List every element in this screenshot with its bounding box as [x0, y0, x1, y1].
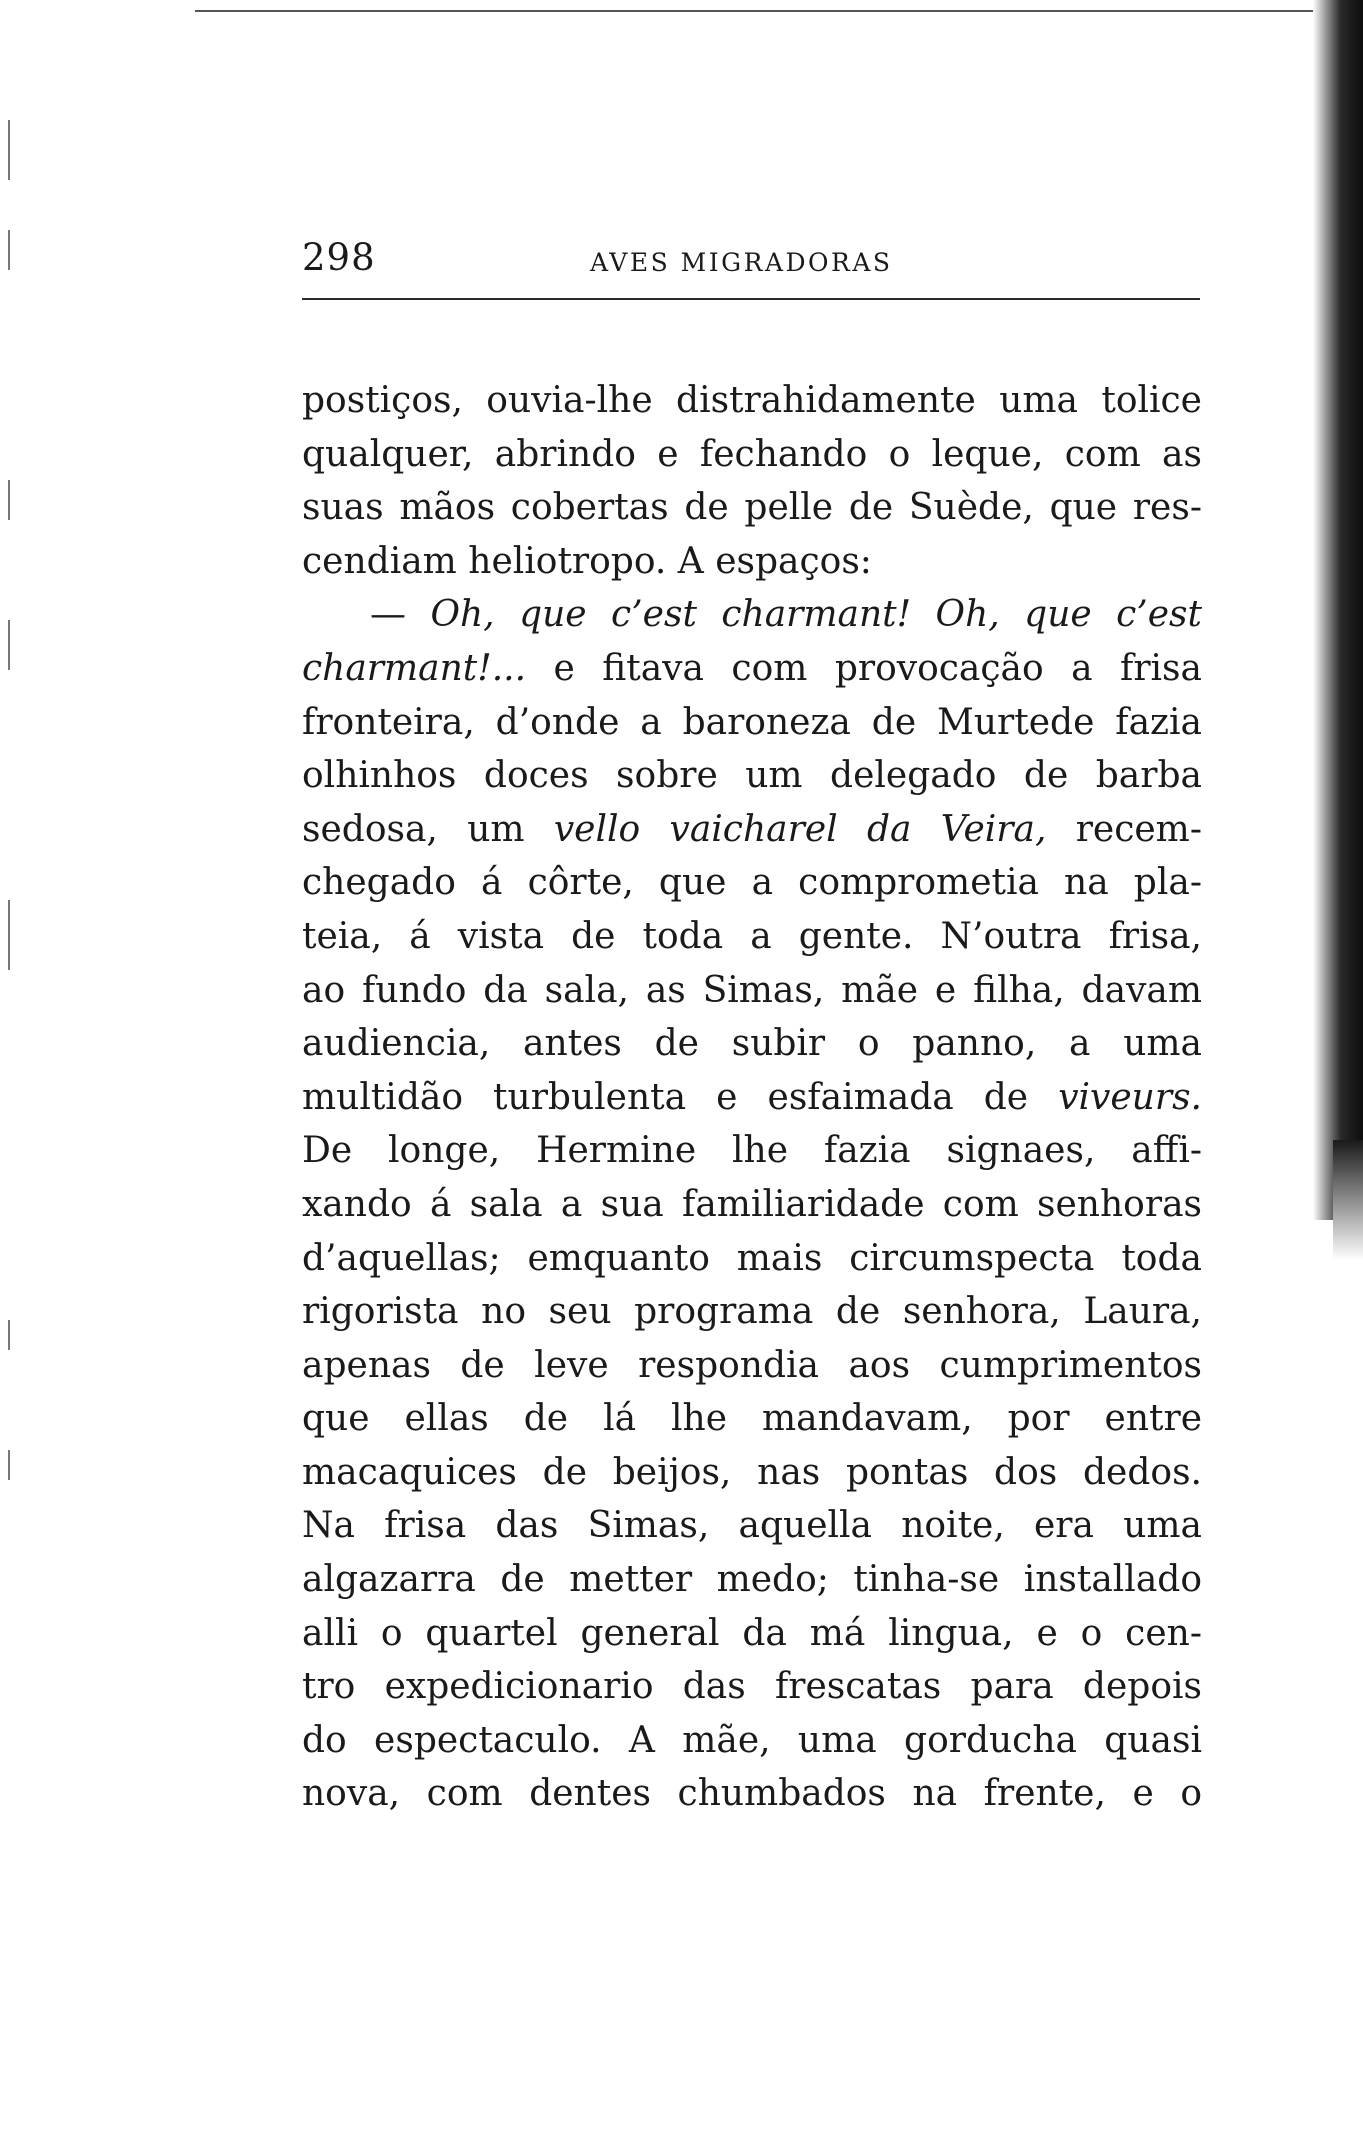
text-run: teia, á vista de toda a gente. N’outra frisa,	[302, 915, 1202, 957]
text-line	[302, 856, 1202, 910]
text-line	[302, 588, 1202, 642]
text-run: cendiam heliotropo. A espaços:	[302, 540, 872, 582]
text-run: xando á sala a sua familiaridade com senhoras	[302, 1183, 1202, 1225]
text-run: qualquer, abrindo e fechando o leque, com as	[302, 433, 1202, 475]
text-run: d’aquellas; emquanto mais circumspecta toda	[302, 1237, 1202, 1279]
text-run: audiencia, antes de subir o panno, a uma	[302, 1023, 1202, 1065]
text-line	[302, 1607, 1202, 1661]
text-line	[302, 642, 1202, 696]
text-run: tro expedicionario das frescatas para depois	[302, 1666, 1202, 1708]
text-line	[302, 749, 1202, 803]
book-gutter-edge	[1333, 1140, 1363, 1260]
text-line	[302, 803, 1202, 857]
text-line	[302, 374, 1202, 428]
running-head: AVES MIGRADORAS	[590, 248, 893, 277]
text-line	[302, 1339, 1202, 1393]
text-line	[302, 1017, 1202, 1071]
text-run: ao fundo da sala, as Simas, mãe e filha, davam	[302, 969, 1202, 1011]
italic-run: Oh, que c’est charmant! Oh, que c’est	[430, 594, 1202, 636]
text-run: fronteira, d’onde a baroneza de Murtede fazia	[302, 701, 1202, 743]
text-run: do espectaculo. A mãe, uma gorducha quasi	[302, 1719, 1202, 1761]
text-run: macaquices de beijos, nas pontas dos dedos.	[302, 1451, 1202, 1493]
text-line	[302, 964, 1202, 1018]
text-line	[302, 1446, 1202, 1500]
text-run: nova, com dentes chumbados na frente, e o	[302, 1773, 1202, 1815]
text-run: chegado á côrte, que a comprometia na pla-	[302, 862, 1202, 904]
text-line	[302, 1660, 1202, 1714]
body-text	[302, 374, 1202, 1821]
text-run: recem-	[1046, 808, 1202, 850]
text-run: e fitava com provocação a frisa	[526, 647, 1202, 689]
text-run: suas mãos cobertas de pelle de Suède, que res-	[302, 487, 1202, 529]
text-line	[302, 1232, 1202, 1286]
text-line	[302, 1071, 1202, 1125]
text-line	[302, 696, 1202, 750]
text-line	[302, 1285, 1202, 1339]
italic-run: vello vaicharel da Veira,	[553, 808, 1047, 850]
text-run: olhinhos doces sobre um delegado de barba	[302, 755, 1202, 797]
page-number: 298	[302, 236, 376, 279]
text-line	[302, 1767, 1202, 1821]
header-rule	[302, 298, 1200, 300]
text-line	[302, 1124, 1202, 1178]
italic-run: charmant!...	[302, 647, 527, 689]
book-gutter-shadow	[1313, 0, 1363, 1220]
text-line	[302, 428, 1202, 482]
text-run: apenas de leve respondia aos cumprimentos	[302, 1344, 1202, 1386]
page-header	[302, 236, 1200, 296]
text-line	[302, 1714, 1202, 1768]
text-line	[302, 535, 1202, 589]
scan-left-edge-marks	[8, 100, 14, 1600]
text-run: que ellas de lá lhe mandavam, por entre	[302, 1398, 1202, 1440]
text-line	[302, 1553, 1202, 1607]
scan-top-edge	[195, 10, 1315, 12]
text-run: sedosa, um	[302, 808, 554, 850]
text-run: alli o quartel general da má lingua, e o cen-	[302, 1612, 1202, 1654]
text-run: multidão turbulenta e esfaimada de	[302, 1076, 1059, 1118]
text-line	[302, 481, 1202, 535]
text-run: —	[370, 594, 431, 636]
text-run: algazarra de metter medo; tinha-se installado	[302, 1559, 1202, 1601]
text-run: De longe, Hermine lhe fazia signaes, affi-	[302, 1130, 1202, 1172]
text-line	[302, 1178, 1202, 1232]
italic-run: viveurs.	[1058, 1076, 1202, 1118]
text-run: rigorista no seu programa de senhora, Laura,	[302, 1291, 1202, 1333]
text-run: postiços, ouvia-lhe distrahidamente uma tolice	[302, 380, 1202, 421]
text-line	[302, 1499, 1202, 1553]
text-run: Na frisa das Simas, aquella noite, era uma	[302, 1505, 1202, 1547]
text-line	[302, 910, 1202, 964]
text-line	[302, 1392, 1202, 1446]
